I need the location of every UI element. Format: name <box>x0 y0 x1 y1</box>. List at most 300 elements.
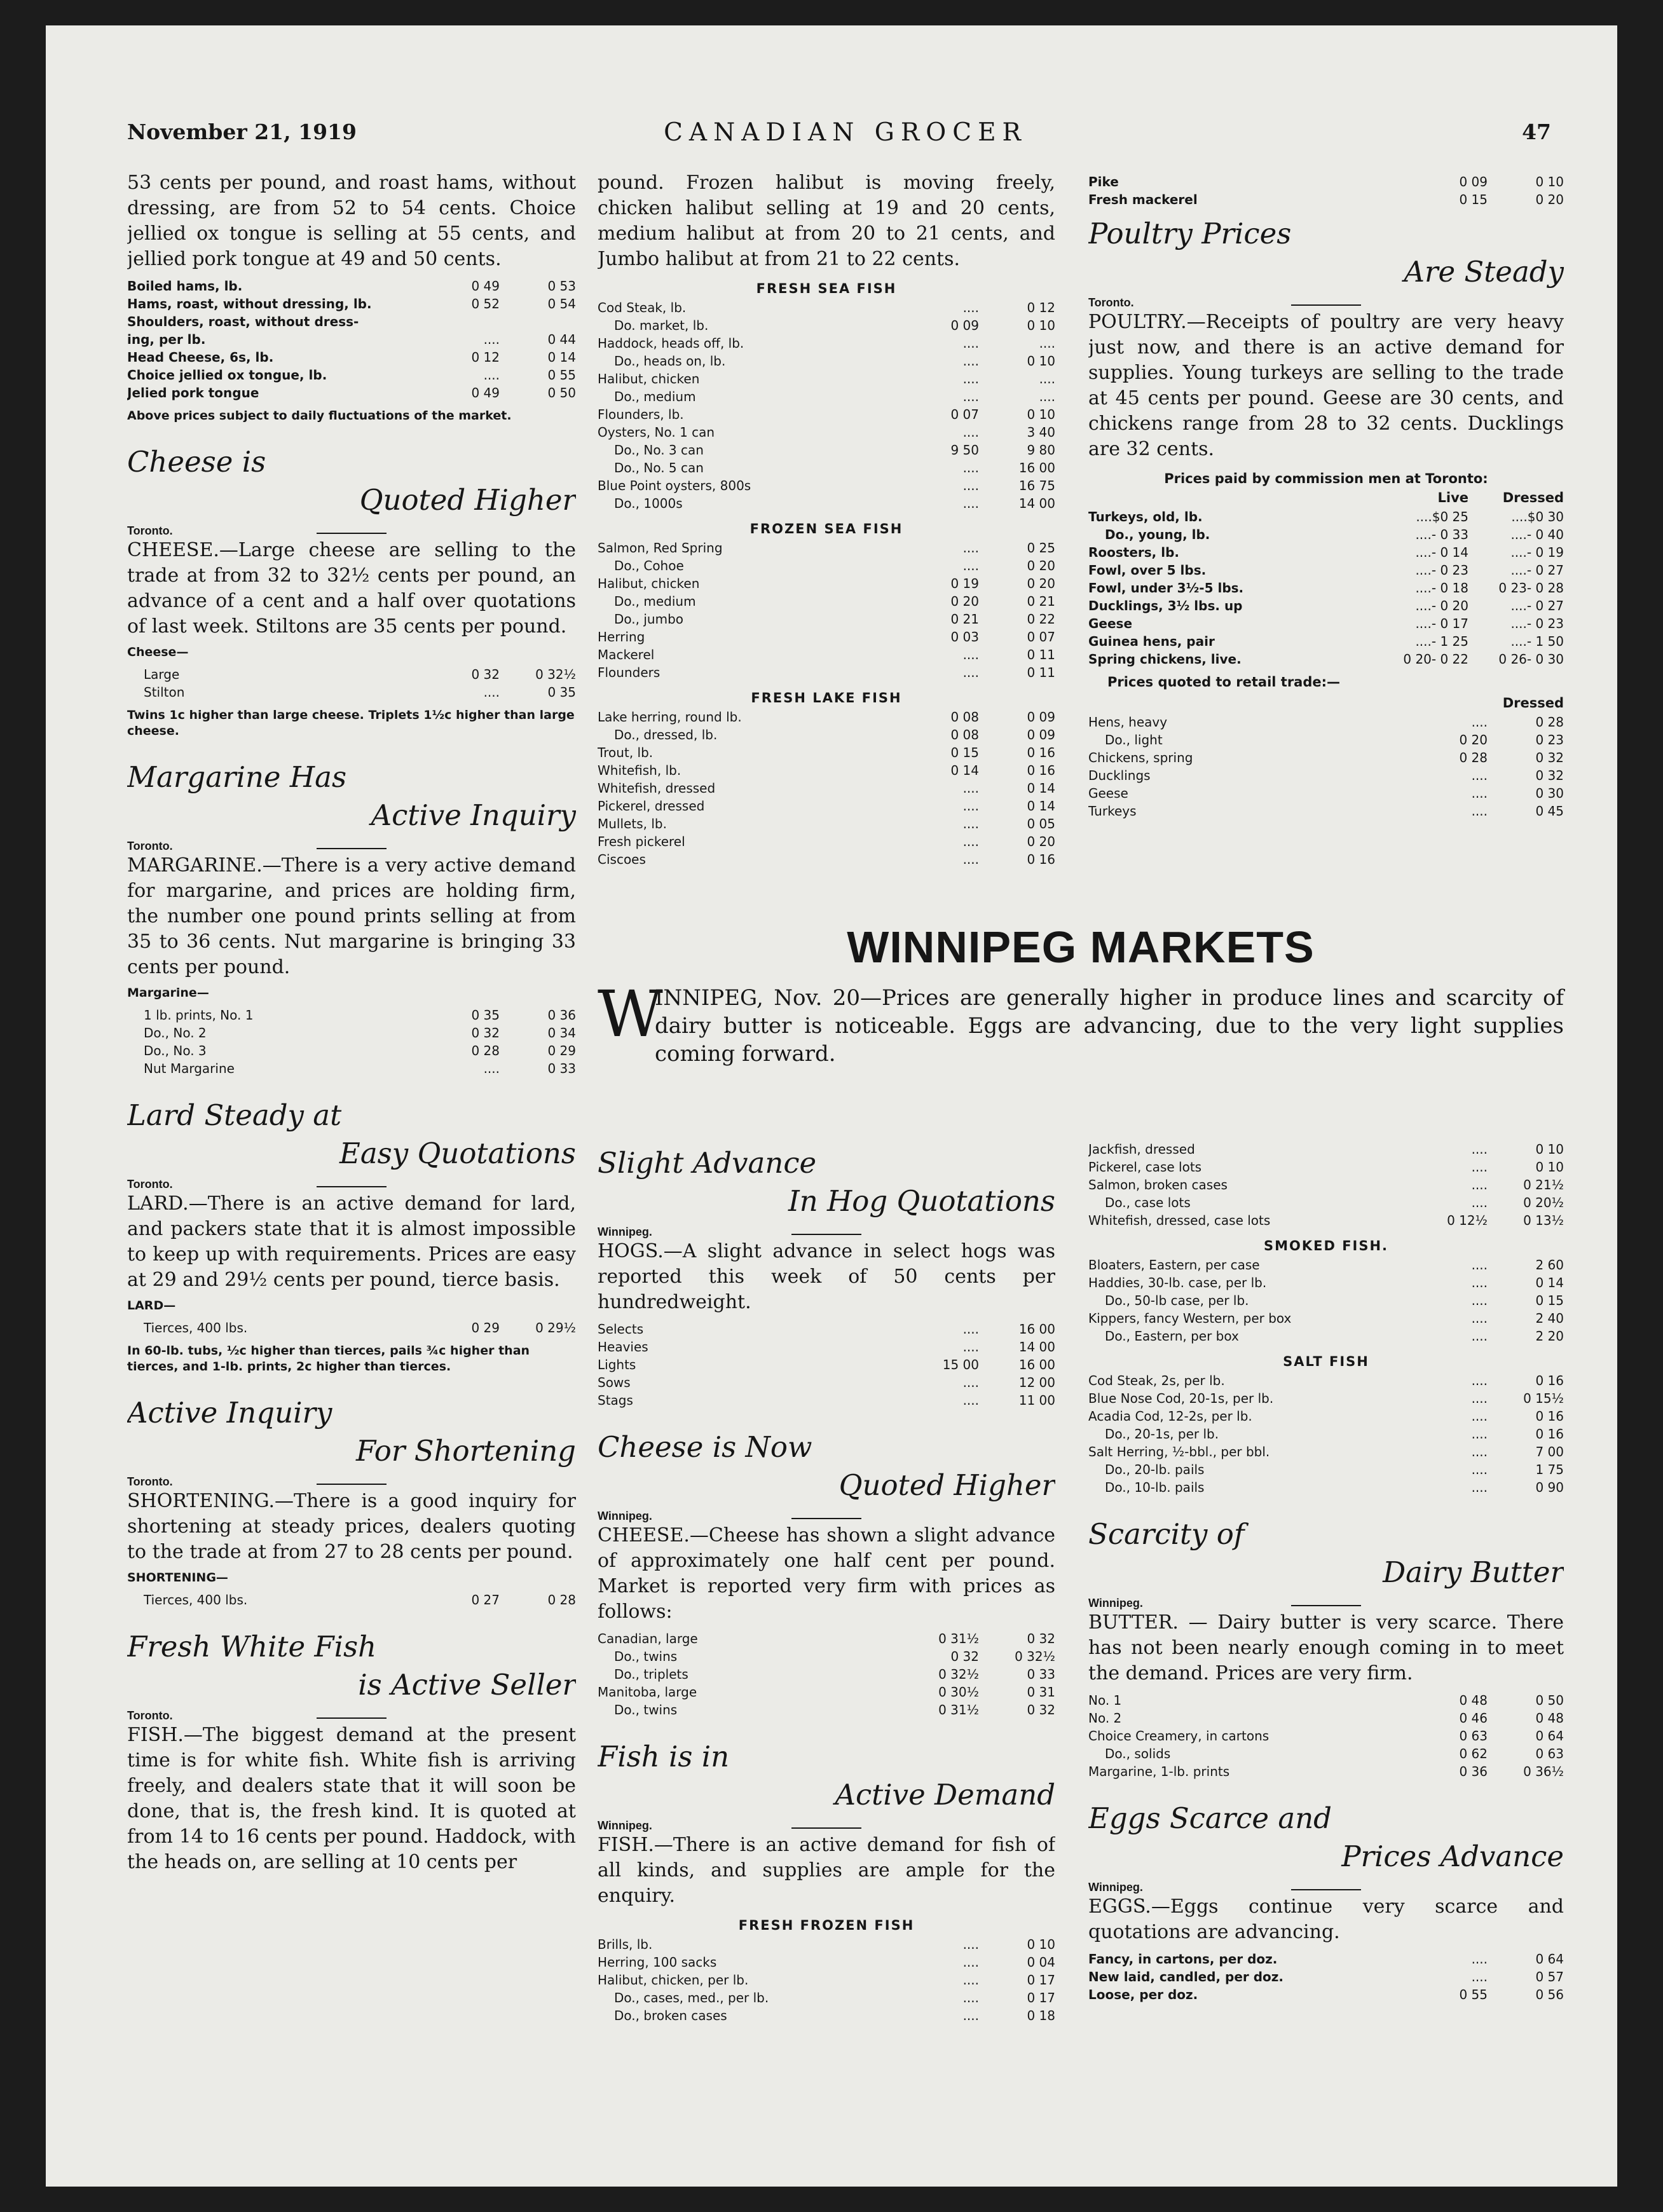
item-label: Whitefish, lb. <box>598 763 681 778</box>
item-label: Tierces, 400 lbs. <box>144 1592 248 1608</box>
item-label: Hams, roast, without dressing, lb. <box>127 296 372 311</box>
hogs-heading-line2: In Hog Quotations <box>788 1184 1055 1218</box>
item-label: Do., 20-1s, per lb. <box>1105 1426 1219 1442</box>
item-label: Roosters, lb. <box>1088 545 1180 560</box>
margarine-heading-line1: Margarine Has <box>127 760 347 794</box>
price-low: 0 62 <box>1459 1746 1488 1761</box>
price-row <box>598 1683 1055 1701</box>
price-row <box>598 441 1055 459</box>
price-low: ....- 0 14 <box>1415 545 1468 560</box>
price-row <box>1088 1194 1564 1212</box>
item-label: Bloaters, Eastern, per case <box>1088 1257 1260 1273</box>
price-row <box>598 423 1055 441</box>
price-low: 0 20 <box>1459 732 1488 748</box>
shortening-table-title: SHORTENING— <box>127 1571 228 1585</box>
price-high: 0 17 <box>1027 1972 1055 1988</box>
cheese-table-title: Cheese— <box>127 645 189 659</box>
salt-fish-table <box>1088 1372 1564 1496</box>
price-row <box>598 1665 1055 1683</box>
price-high: 0 16 <box>1027 852 1055 867</box>
price-high: 0 15 <box>1535 1293 1564 1308</box>
price-row <box>598 1320 1055 1338</box>
price-row <box>598 334 1055 352</box>
price-row <box>1088 1950 1564 1968</box>
item-label: Nut Margarine <box>144 1061 235 1076</box>
price-high: 0 20 <box>1027 558 1055 573</box>
price-low: .... <box>962 460 979 475</box>
price-high: ....- 0 27 <box>1510 598 1564 613</box>
price-low: 0 15 <box>1459 192 1488 207</box>
eggs-dateline: Winnipeg. <box>1088 1881 1143 1894</box>
price-low: .... <box>962 647 979 662</box>
price-low: 0 20 <box>950 594 979 609</box>
price-low: ....- 0 20 <box>1415 598 1468 613</box>
divider <box>791 1518 861 1519</box>
price-row <box>1088 1986 1564 2004</box>
winnipeg-intro <box>598 977 1564 1068</box>
item-label: Blue Nose Cod, 20-1s, per lb. <box>1088 1391 1274 1406</box>
ham-table-note: Above prices subject to daily fluctuations of the market. <box>127 409 512 423</box>
price-high: 0 10 <box>1027 407 1055 422</box>
issue-date: November 21, 1919 <box>127 119 357 144</box>
poultry-heading-line2: Are Steady <box>1404 255 1564 289</box>
price-row <box>598 1630 1055 1648</box>
price-low: .... <box>962 1393 979 1408</box>
price-row <box>1088 1372 1564 1389</box>
price-high: 0 44 <box>547 332 576 347</box>
price-row <box>1088 1309 1564 1327</box>
fresh-frozen-fish-title: FRESH FROZEN FISH <box>738 1918 915 1933</box>
price-low: 0 36 <box>1459 1764 1488 1779</box>
price-high: 0 36½ <box>1523 1764 1564 1779</box>
price-row <box>598 779 1055 797</box>
price-high: 0 36 <box>547 1007 576 1023</box>
shortening-heading-line2: For Shortening <box>356 1434 576 1468</box>
price-row <box>598 299 1055 317</box>
price-high: 0 33 <box>1027 1667 1055 1682</box>
item-label: Boiled hams, lb. <box>127 278 243 294</box>
continued-text: 53 cents per pound, and roast hams, without dressing, are from 52 to 54 cents. Choice jellied ox tongue is selling at 55 cents, and jellied pork tongue at 49 and 50 cents. <box>127 172 576 270</box>
price-row <box>1088 1709 1564 1727</box>
price-high <box>500 313 576 331</box>
price-low: .... <box>962 558 979 573</box>
price-high: 0 12 <box>1027 300 1055 315</box>
divider <box>317 533 387 534</box>
price-low: .... <box>962 816 979 831</box>
price-low: ....$0 25 <box>1416 509 1468 524</box>
column-1 <box>127 170 576 1880</box>
price-high: ....- 0 40 <box>1510 527 1564 542</box>
price-low: .... <box>1471 1409 1488 1424</box>
blank <box>1088 695 1468 711</box>
item-label: Do., medium <box>614 594 696 609</box>
price-row <box>1088 767 1564 784</box>
item-label: Whitefish, dressed <box>598 781 716 796</box>
lard-heading-line1: Lard Steady at <box>127 1098 342 1132</box>
price-high: 0 20 <box>1027 576 1055 591</box>
divider <box>791 1234 861 1235</box>
smoked-fish-table <box>1088 1256 1564 1345</box>
price-high: 0 14 <box>1027 798 1055 814</box>
price-low: .... <box>1471 1391 1488 1406</box>
whitefish-heading-line2: is Active Seller <box>358 1668 576 1702</box>
price-low: 0 09 <box>1459 174 1488 189</box>
drop-cap: W <box>598 977 663 1051</box>
price-low: .... <box>1471 1328 1488 1344</box>
price-row <box>127 366 576 384</box>
poultry-retail-table <box>1088 713 1564 820</box>
poultry-text: POULTRY.—Receipts of poultry are very heavy just now, and there is an active demand for supplies. Young turkeys are selling to the trade at 45 cents per pound. Geese are 30 cents, and chickens range from 28 to 32 cents. Ducklings are 32 cents. <box>1088 311 1564 460</box>
item-label: Stags <box>598 1393 633 1408</box>
price-low: .... <box>962 1990 979 2005</box>
item-label: Haddies, 30-lb. case, per lb. <box>1088 1275 1267 1290</box>
whitefish-text: FISH.—The biggest demand at the present time is for white fish. White fish is arriving freely, and dealers state that it will soon be done, that is, the fresh kind. It is quoted at from 14 to 16 cents per pound. Haddock, with the heads on, are selling at 10 cents per <box>127 1724 576 1873</box>
price-row <box>127 1060 576 1077</box>
blank <box>1088 490 1392 505</box>
item-label: Fowl, under 3½-5 lbs. <box>1088 580 1244 596</box>
winnipeg-intro-text: INNIPEG, Nov. 20—Prices are generally higher in produce lines and scarcity of dairy butter is noticeable. Eggs are advancing, due to the very light supplies coming forward. <box>655 985 1564 1067</box>
fresh-sea-fish-title: FRESH SEA FISH <box>756 281 897 296</box>
item-label: Salmon, Red Spring <box>598 540 723 556</box>
item-label: Turkeys <box>1088 803 1137 819</box>
item-label: Whitefish, dressed, case lots <box>1088 1213 1271 1228</box>
price-low: 0 19 <box>950 576 979 591</box>
price-row <box>1088 1478 1564 1496</box>
item-label: Kippers, fancy Western, per box <box>1088 1311 1292 1326</box>
item-label: Chickens, spring <box>1088 750 1193 765</box>
magazine-page <box>46 25 1617 2187</box>
price-high: 0 45 <box>1535 803 1564 819</box>
item-label: Large <box>144 667 180 682</box>
price-low: .... <box>1471 1951 1488 1967</box>
price-row <box>598 850 1055 868</box>
butter-heading-line2: Dairy Butter <box>1383 1555 1564 1589</box>
butter-text: BUTTER. — Dairy butter is very scarce. There has not been nearly enough coming in to meet the demand. Prices are very firm. <box>1088 1611 1564 1684</box>
price-high: 0 20 <box>1535 192 1564 207</box>
price-low: 0 12½ <box>1447 1213 1488 1228</box>
price-row <box>598 1374 1055 1391</box>
item-label: Oysters, No. 1 can <box>598 425 715 440</box>
item-label: Do., twins <box>614 1702 678 1717</box>
price-row <box>598 761 1055 779</box>
price-row <box>1088 579 1564 597</box>
item-label: Do., dressed, lb. <box>614 727 718 742</box>
price-low: .... <box>962 425 979 440</box>
price-high: 0 23- 0 28 <box>1498 580 1564 596</box>
price-low: ....- 1 25 <box>1415 634 1468 649</box>
price-row <box>598 1701 1055 1719</box>
wpg-cheese-text: CHEESE.—Cheese has shown a slight advance of approximately one half cent per pound. Market is reported very firm with prices as follows: <box>598 1524 1055 1623</box>
price-row <box>598 1971 1055 1989</box>
price-low <box>423 313 500 331</box>
fresh-frozen-fish-table <box>598 1936 1055 2024</box>
price-high: 14 00 <box>1018 1339 1055 1355</box>
price-low: .... <box>962 1972 979 1988</box>
item-label: Ducklings <box>1088 768 1151 783</box>
price-row <box>1088 1176 1564 1194</box>
continued-text: pound. Frozen halibut is moving freely, chicken halibut selling at 19 and 20 cents, medium halibut at from 20 to 21 cents, and Jumbo halibut at from 21 to 22 cents. <box>598 172 1055 270</box>
price-low: .... <box>962 781 979 796</box>
price-row <box>1088 731 1564 749</box>
item-label: Do., twins <box>614 1649 678 1664</box>
item-label: Salt Herring, ½-bbl., per bbl. <box>1088 1444 1270 1459</box>
item-label: Choice Creamery, in cartons <box>1088 1728 1269 1744</box>
price-low: 15 00 <box>942 1357 979 1372</box>
salt-fish-title: SALT FISH <box>1283 1354 1369 1369</box>
price-high: 0 04 <box>1027 1955 1055 1970</box>
price-low: 0 32 <box>471 1025 500 1041</box>
price-row <box>1088 1256 1564 1274</box>
butter-heading-line1: Scarcity of <box>1088 1517 1245 1551</box>
margarine-table-title: Margarine— <box>127 986 209 1000</box>
price-low: .... <box>1471 1311 1488 1326</box>
price-high: 0 14 <box>1027 781 1055 796</box>
price-row <box>1088 1727 1564 1745</box>
price-high: 0 54 <box>547 296 576 311</box>
price-high: 0 35 <box>547 685 576 700</box>
price-row <box>1088 1389 1564 1407</box>
price-high: 0 14 <box>547 350 576 365</box>
item-label: Canadian, large <box>598 1631 698 1646</box>
price-row <box>598 388 1055 406</box>
price-high: 0 30 <box>1535 786 1564 801</box>
price-high: 16 75 <box>1018 478 1055 493</box>
price-low: .... <box>962 1375 979 1390</box>
item-label: Sows <box>598 1375 631 1390</box>
price-low: 0 21 <box>950 611 979 627</box>
hogs-text: HOGS.—A slight advance in select hogs was reported this week of 50 cents per hundredweight. <box>598 1240 1055 1313</box>
item-label: Pike <box>1088 174 1119 189</box>
price-low: 0 49 <box>471 385 500 400</box>
price-high: 0 57 <box>1535 1969 1564 1984</box>
item-label: Salmon, broken cases <box>1088 1177 1228 1192</box>
price-low: 0 03 <box>950 629 979 645</box>
price-row <box>127 666 576 683</box>
wpg-cheese-dateline: Winnipeg. <box>598 1510 652 1522</box>
price-low: .... <box>962 665 979 680</box>
item-label: ing, per lb. <box>127 332 206 347</box>
price-row <box>127 295 576 313</box>
price-row <box>1088 615 1564 632</box>
page-number: 47 <box>1522 119 1551 144</box>
price-low: .... <box>962 1937 979 1952</box>
wpg-fish-heading-line2: Active Demand <box>835 1778 1055 1812</box>
price-high: 0 17 <box>1027 1990 1055 2005</box>
divider <box>1291 1889 1361 1890</box>
price-high: 0 32 <box>1535 750 1564 765</box>
winnipeg-column-left <box>598 1138 1055 2031</box>
item-label: Shoulders, roast, without dress- <box>127 314 359 329</box>
price-row <box>598 406 1055 423</box>
price-row <box>1088 508 1564 526</box>
price-row <box>1088 1745 1564 1763</box>
price-low: .... <box>962 371 979 386</box>
price-high: ....- 0 19 <box>1510 545 1564 560</box>
price-row <box>1088 1968 1564 1986</box>
col-live: Live <box>1437 490 1468 505</box>
item-label: Halibut, chicken <box>598 576 700 591</box>
price-high: 9 80 <box>1027 442 1055 458</box>
price-row <box>1088 191 1564 208</box>
price-row <box>598 628 1055 646</box>
price-high: 0 10 <box>1027 1937 1055 1952</box>
price-low: ....- 0 18 <box>1415 580 1468 596</box>
price-row <box>1088 1212 1564 1229</box>
item-label: Do. market, lb. <box>614 318 709 333</box>
item-label: Hens, heavy <box>1088 714 1168 730</box>
price-high: ....- 1 50 <box>1510 634 1564 649</box>
price-high: 0 31 <box>1027 1684 1055 1700</box>
item-label: Pickerel, case lots <box>1088 1159 1202 1175</box>
price-row <box>1088 1691 1564 1709</box>
price-low: .... <box>1471 1462 1488 1477</box>
wpg-fish-heading-line1: Fish is in <box>598 1740 730 1773</box>
price-low: ....- 0 23 <box>1415 563 1468 578</box>
price-high: 0 18 <box>1027 2008 1055 2023</box>
price-low: .... <box>1471 1373 1488 1388</box>
item-label: Cod Steak, lb. <box>598 300 687 315</box>
price-row <box>598 1953 1055 1971</box>
cheese-dateline: Toronto. <box>127 524 173 537</box>
price-row <box>127 1591 576 1609</box>
price-row <box>1088 1407 1564 1425</box>
price-high: 7 00 <box>1535 1444 1564 1459</box>
margarine-text: MARGARINE.—There is a very active demand for margarine, and prices are holding firm, the number one pound prints selling at from 35 to 36 cents. Nut margarine is bringing 33 cents per pound. <box>127 854 576 978</box>
price-low: 0 14 <box>950 763 979 778</box>
eggs-heading-line2: Prices Advance <box>1341 1840 1564 1873</box>
wpg-cheese-price-table <box>598 1630 1055 1719</box>
price-low: .... <box>962 300 979 315</box>
price-high: 0 10 <box>1027 353 1055 369</box>
wpg-fish-text: FISH.—There is an active demand for fish of all kinds, and supplies are ample for the enquiry. <box>598 1834 1055 1907</box>
price-row <box>598 592 1055 610</box>
price-high: 0 05 <box>1027 816 1055 831</box>
price-row <box>598 2007 1055 2024</box>
price-row <box>598 575 1055 592</box>
price-row <box>1088 1461 1564 1478</box>
item-label: Do., triplets <box>614 1667 688 1682</box>
item-label: Ciscoes <box>598 852 646 867</box>
item-label: Fowl, over 5 lbs. <box>1088 563 1207 578</box>
item-label: Do., 50-lb case, per lb. <box>1105 1293 1249 1308</box>
item-label: Lights <box>598 1357 636 1372</box>
price-low: .... <box>483 685 500 700</box>
price-low: 0 29 <box>471 1320 500 1335</box>
item-label: Guinea hens, pair <box>1088 634 1215 649</box>
price-high: .... <box>1039 389 1055 404</box>
lard-text: LARD.—There is an active demand for lard, and packers state that it is almost impossible to keep up with requirements. Prices are easy at 29 and 29½ cents per pound, tierce basis. <box>127 1192 576 1291</box>
butter-dateline: Winnipeg. <box>1088 1597 1143 1609</box>
col-dressed: Dressed <box>1502 490 1564 505</box>
price-low: .... <box>483 1061 500 1076</box>
item-label: Margarine, 1-lb. prints <box>1088 1764 1230 1779</box>
price-row <box>1088 173 1564 191</box>
price-row <box>127 331 576 348</box>
price-low: .... <box>1471 786 1488 801</box>
item-label: Do., jumbo <box>614 611 684 627</box>
price-row <box>127 1042 576 1060</box>
price-low: .... <box>962 540 979 556</box>
item-label: Tierces, 400 lbs. <box>144 1320 248 1335</box>
cheese-heading-line1: Cheese is <box>127 445 266 479</box>
price-low: 9 50 <box>950 442 979 458</box>
item-label: Acadia Cod, 12-2s, per lb. <box>1088 1409 1252 1424</box>
poultry-retail-column-header <box>1088 695 1564 711</box>
item-label: No. 1 <box>1088 1693 1122 1708</box>
item-label: Geese <box>1088 786 1128 801</box>
price-low: 0 32 <box>950 1649 979 1664</box>
price-high: 0 50 <box>1535 1693 1564 1708</box>
price-high: 0 10 <box>1027 318 1055 333</box>
fresh-lake-fish-title: FRESH LAKE FISH <box>751 690 902 706</box>
price-row <box>598 459 1055 477</box>
price-row <box>598 664 1055 681</box>
item-label: Do., cases, med., per lb. <box>614 1990 769 2005</box>
price-low: .... <box>1471 1177 1488 1192</box>
lard-table-title: LARD— <box>127 1299 176 1313</box>
price-high: 0 20 <box>1027 834 1055 849</box>
price-high: 0 32 <box>1535 768 1564 783</box>
price-low: 0 35 <box>471 1007 500 1023</box>
price-row <box>127 348 576 366</box>
price-high: 0 10 <box>1535 1159 1564 1175</box>
price-row <box>1088 802 1564 820</box>
poultry-heading-line1: Poultry Prices <box>1088 217 1292 250</box>
item-label: Flounders <box>598 665 660 680</box>
price-high: 0 32½ <box>535 667 576 682</box>
price-row <box>1088 1763 1564 1780</box>
publication-title: CANADIAN GROCER <box>664 118 1027 147</box>
item-label: Halibut, chicken, per lb. <box>598 1972 749 1988</box>
price-row <box>598 1356 1055 1374</box>
lard-heading-line2: Easy Quotations <box>339 1137 576 1170</box>
item-label: Do., 1000s <box>614 496 683 511</box>
divider <box>791 1827 861 1829</box>
price-row <box>1088 597 1564 615</box>
item-label: Pickerel, dressed <box>598 798 705 814</box>
price-high: 0 07 <box>1027 629 1055 645</box>
price-row <box>1088 1274 1564 1292</box>
running-header <box>127 119 1564 158</box>
price-row <box>127 683 576 701</box>
price-high: .... <box>1039 336 1055 351</box>
item-label: Selects <box>598 1321 644 1337</box>
price-high: 0 32 <box>1027 1702 1055 1717</box>
item-label: Do., 10-lb. pails <box>1105 1480 1205 1495</box>
margarine-price-table <box>127 1006 576 1077</box>
item-label: Do., light <box>1105 732 1163 748</box>
price-high: 16 00 <box>1018 1321 1055 1337</box>
lard-table-note: In 60-lb. tubs, ½c higher than tierces, pails ¾c higher than tierces, and 1-lb. prints, 2c higher than tierces. <box>127 1344 530 1374</box>
item-label: Lake herring, round lb. <box>598 709 742 725</box>
winnipeg-column-right <box>1088 1138 1564 2010</box>
price-low: 0 27 <box>471 1592 500 1608</box>
price-high: 0 16 <box>1027 763 1055 778</box>
item-label: Jelied pork tongue <box>127 385 259 400</box>
item-label: Haddock, heads off, lb. <box>598 336 744 351</box>
pike-table <box>1088 173 1564 208</box>
price-low: .... <box>1471 1293 1488 1308</box>
price-high: 0 13½ <box>1523 1213 1564 1228</box>
section-title: WINNIPEG MARKETS <box>847 922 1315 972</box>
price-row <box>1088 749 1564 767</box>
price-row <box>598 1391 1055 1409</box>
price-low: .... <box>483 367 500 383</box>
price-low: 0 55 <box>1459 1987 1488 2002</box>
price-row <box>1088 713 1564 731</box>
poultry-retail-title: Prices quoted to retail trade:— <box>1107 674 1341 690</box>
poultry-paid-title: Prices paid by commission men at Toronto: <box>1164 471 1488 486</box>
